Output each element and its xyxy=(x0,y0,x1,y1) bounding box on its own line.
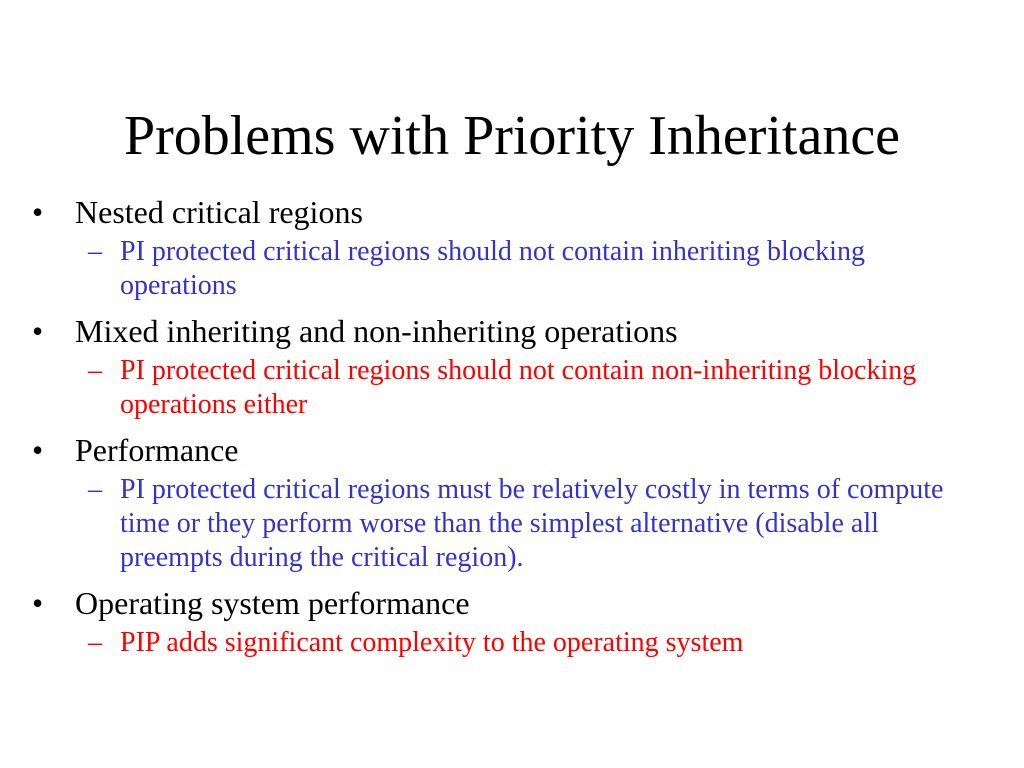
sub-text: PI protected critical regions should not contain non-inheriting blocking operations either xyxy=(120,355,917,420)
sub-mark: – xyxy=(88,474,102,505)
sub-text: PI protected critical regions must be relatively costly in terms of compute time or they perform worse than the simplest alternative (disable all preempts during the critical region). xyxy=(120,474,944,573)
sub-text: PI protected critical regions should not contain inheriting blocking operations xyxy=(120,236,865,301)
bullet-mark: • xyxy=(32,432,44,468)
sub-item xyxy=(88,354,982,422)
bullet-item xyxy=(32,311,982,352)
bullet-text: Performance xyxy=(75,432,239,468)
bullet-text: Mixed inheriting and non-inheriting operations xyxy=(75,313,678,349)
bullet-mark: • xyxy=(32,313,44,349)
bullet-item xyxy=(32,583,982,624)
slide-title: Problems with Priority Inheritance xyxy=(123,105,901,167)
sub-mark: – xyxy=(88,627,102,658)
bullet-mark: • xyxy=(32,194,44,230)
sub-item xyxy=(88,473,982,575)
bullet-text: Nested critical regions xyxy=(75,194,363,230)
sub-mark: – xyxy=(88,236,102,267)
sub-item xyxy=(88,626,982,660)
bullet-item xyxy=(32,430,982,471)
slide-body xyxy=(32,192,982,668)
sub-item xyxy=(88,235,982,303)
bullet-text: Operating system performance xyxy=(75,585,470,621)
sub-text: PIP adds significant complexity to the operating system xyxy=(120,627,744,658)
bullet-mark: • xyxy=(32,585,44,621)
sub-mark: – xyxy=(88,355,102,386)
bullet-item xyxy=(32,192,982,233)
